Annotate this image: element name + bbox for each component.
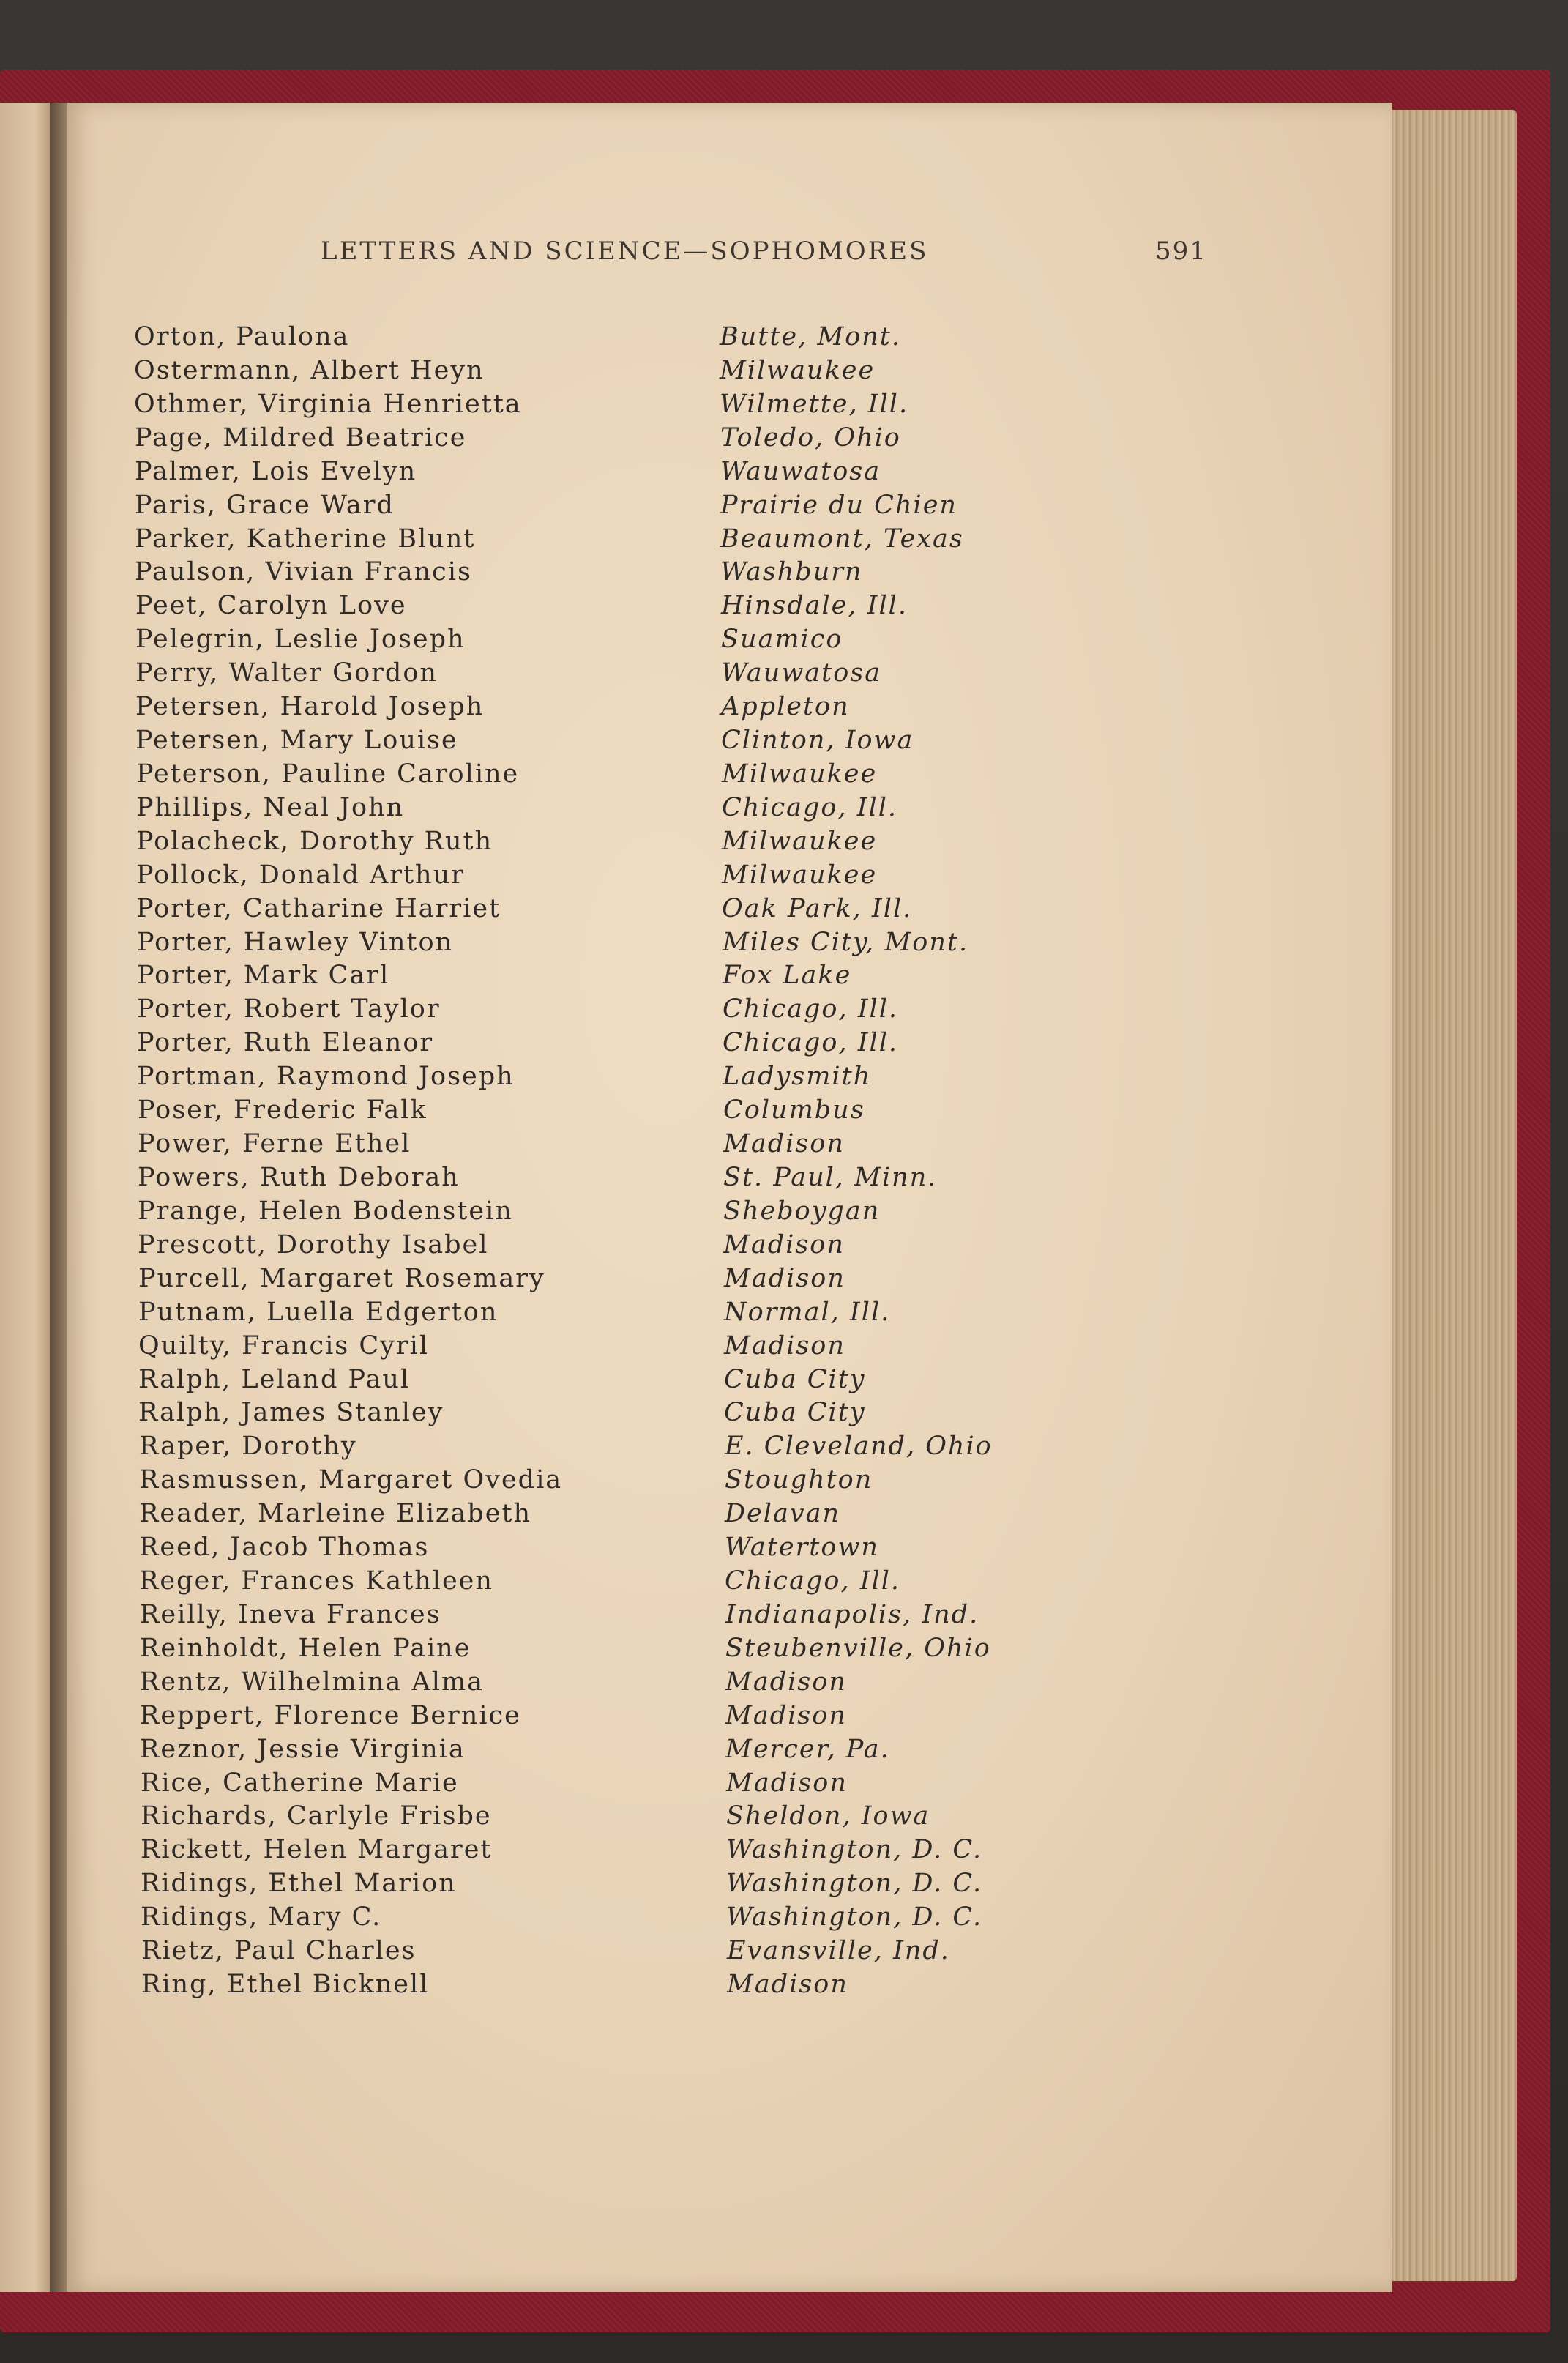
- list-item: [141, 1766, 1092, 1800]
- hometown: Suamico: [721, 625, 843, 654]
- hometown: Sheboygan: [723, 1197, 881, 1226]
- student-name: Othmer, Virginia Henrietta: [134, 390, 522, 419]
- list-item: [137, 1060, 1089, 1093]
- hometown: Washington, D. C.: [726, 1869, 983, 1898]
- list-item: [138, 1194, 1089, 1228]
- student-name: Parker, Katherine Blunt: [135, 524, 476, 554]
- hometown: Madison: [726, 1768, 848, 1798]
- student-name: Polacheck, Dorothy Ruth: [136, 827, 493, 856]
- student-name: Reppert, Florence Bernice: [140, 1701, 521, 1730]
- list-item: [140, 1733, 1091, 1766]
- student-name: Reed, Jacob Thomas: [139, 1533, 430, 1562]
- student-name: Reger, Frances Kathleen: [139, 1566, 493, 1596]
- student-name: Orton, Paulona: [134, 322, 350, 351]
- student-name: Putnam, Luella Edgerton: [138, 1298, 499, 1327]
- list-item: [138, 1127, 1089, 1161]
- hometown: Mercer, Pa.: [725, 1735, 890, 1764]
- list-item: [134, 387, 1086, 421]
- student-name: Poser, Frederic Falk: [138, 1095, 428, 1125]
- hometown: Ladysmith: [723, 1062, 872, 1091]
- hometown: Sheldon, Iowa: [726, 1801, 930, 1831]
- student-name: Porter, Catharine Harriet: [136, 894, 501, 923]
- hometown: Madison: [724, 1264, 845, 1293]
- hometown: Delavan: [725, 1499, 841, 1528]
- hometown: Chicago, Ill.: [725, 1566, 901, 1596]
- list-item: [136, 757, 1088, 791]
- hometown: Toledo, Ohio: [720, 423, 901, 453]
- list-item: [135, 656, 1087, 690]
- student-name: Rasmussen, Margaret Ovedia: [139, 1465, 563, 1495]
- student-name: Raper, Dorothy: [139, 1432, 357, 1461]
- hometown: Evansville, Ind.: [727, 1936, 950, 1965]
- list-item: [134, 320, 1086, 354]
- student-name: Porter, Mark Carl: [137, 961, 390, 990]
- list-item: [138, 1262, 1090, 1295]
- student-name: Ostermann, Albert Heyn: [134, 356, 485, 385]
- student-name: Rietz, Paul Charles: [141, 1936, 417, 1965]
- list-item: [138, 1363, 1090, 1396]
- list-item: [141, 1833, 1092, 1867]
- running-header: [0, 237, 1568, 273]
- hometown: Stoughton: [725, 1465, 873, 1495]
- hometown: E. Cleveland, Ohio: [725, 1432, 993, 1461]
- list-item: [136, 858, 1088, 892]
- hometown: Normal, Ill.: [724, 1298, 891, 1327]
- student-name: Ridings, Ethel Marion: [141, 1869, 457, 1898]
- student-name: Perry, Walter Gordon: [135, 658, 438, 688]
- student-name: Reader, Marleine Elizabeth: [139, 1499, 532, 1528]
- list-item: [135, 589, 1087, 622]
- list-item: [135, 690, 1087, 723]
- student-name: Ridings, Mary C.: [141, 1902, 382, 1932]
- hometown: Madison: [725, 1667, 847, 1697]
- hometown: Hinsdale, Ill.: [721, 591, 908, 620]
- hometown: Cuba City: [724, 1365, 866, 1394]
- student-name: Palmer, Lois Evelyn: [135, 457, 417, 486]
- hometown: Columbus: [723, 1095, 865, 1125]
- student-name: Powers, Ruth Deborah: [138, 1163, 460, 1192]
- student-name: Petersen, Mary Louise: [135, 726, 458, 755]
- list-item: [141, 1934, 1093, 1968]
- hometown: Miles City, Mont.: [723, 928, 969, 957]
- student-name: Richards, Carlyle Frisbe: [141, 1801, 492, 1831]
- student-name: Petersen, Harold Joseph: [135, 692, 485, 721]
- student-name: Prange, Helen Bodenstein: [138, 1197, 513, 1226]
- list-item: [138, 1093, 1089, 1127]
- list-item: [138, 1295, 1090, 1329]
- list-item: [135, 723, 1087, 757]
- hometown: Indianapolis, Ind.: [725, 1600, 979, 1629]
- list-item: [139, 1530, 1091, 1564]
- hometown: Madison: [725, 1701, 847, 1730]
- student-name: Porter, Ruth Eleanor: [137, 1028, 434, 1057]
- student-name: Pelegrin, Leslie Joseph: [135, 625, 466, 654]
- hometown: Madison: [727, 1970, 848, 1999]
- list-item: [138, 1228, 1089, 1262]
- list-item: [135, 455, 1086, 488]
- list-item: [139, 1429, 1091, 1463]
- hometown: Madison: [723, 1129, 845, 1158]
- student-name: Pollock, Donald Arthur: [136, 860, 465, 890]
- hometown: Watertown: [725, 1533, 879, 1562]
- hometown: Madison: [723, 1230, 845, 1259]
- hometown: Prairie du Chien: [720, 491, 957, 520]
- hometown: Madison: [724, 1331, 845, 1361]
- student-name: Purcell, Margaret Rosemary: [138, 1264, 545, 1293]
- list-item: [138, 1161, 1089, 1194]
- list-item: [139, 1497, 1091, 1530]
- hometown: Chicago, Ill.: [722, 793, 898, 822]
- page-stack-edge: [1392, 110, 1517, 2281]
- list-item: [137, 992, 1089, 1026]
- student-name: Phillips, Neal John: [136, 793, 405, 822]
- list-item: [135, 622, 1087, 656]
- hometown: Oak Park, Ill.: [722, 894, 913, 923]
- student-name: Rickett, Helen Margaret: [141, 1835, 493, 1864]
- list-item: [140, 1665, 1091, 1699]
- list-item: [140, 1699, 1091, 1733]
- student-name: Paris, Grace Ward: [135, 491, 395, 520]
- list-item: [141, 1900, 1092, 1934]
- hometown: Wilmette, Ill.: [720, 390, 909, 419]
- student-name: Peterson, Pauline Caroline: [136, 759, 520, 789]
- student-name: Reilly, Ineva Frances: [140, 1600, 441, 1629]
- list-item: [141, 1968, 1093, 2001]
- student-name: Prescott, Dorothy Isabel: [138, 1230, 489, 1259]
- list-item: [137, 959, 1089, 992]
- student-name: Page, Mildred Beatrice: [135, 423, 467, 453]
- list-item: [135, 555, 1086, 589]
- student-name: Power, Ferne Ethel: [138, 1129, 411, 1158]
- page-header-title: LETTERS AND SCIENCE—SOPHOMORES: [321, 237, 929, 266]
- student-name: Porter, Robert Taylor: [137, 994, 441, 1024]
- list-item: [141, 1799, 1092, 1833]
- list-item: [135, 488, 1086, 522]
- hometown: Butte, Mont.: [720, 322, 901, 351]
- hometown: Chicago, Ill.: [723, 994, 899, 1024]
- student-name: Portman, Raymond Joseph: [137, 1062, 515, 1091]
- hometown: St. Paul, Minn.: [723, 1163, 938, 1192]
- hometown: Wauwatosa: [720, 457, 881, 486]
- list-item: [135, 421, 1086, 455]
- student-name: Paulson, Vivian Francis: [135, 557, 472, 587]
- list-item: [136, 825, 1088, 858]
- list-item: [138, 1396, 1090, 1429]
- hometown: Milwaukee: [722, 860, 878, 890]
- student-name: Ring, Ethel Bicknell: [141, 1970, 430, 1999]
- list-item: [137, 1026, 1089, 1060]
- student-name: Reinholdt, Helen Paine: [140, 1634, 471, 1663]
- list-item: [138, 1329, 1090, 1363]
- student-name: Rentz, Wilhelmina Alma: [140, 1667, 484, 1697]
- student-name: Rice, Catherine Marie: [141, 1768, 459, 1798]
- hometown: Milwaukee: [722, 827, 878, 856]
- hometown: Wauwatosa: [721, 658, 882, 688]
- student-name: Porter, Hawley Vinton: [137, 928, 454, 957]
- student-name: Peet, Carolyn Love: [135, 591, 407, 620]
- hometown: Washington, D. C.: [726, 1835, 983, 1864]
- hometown: Beaumont, Texas: [720, 524, 964, 554]
- hometown: Appleton: [721, 692, 850, 721]
- list-item: [139, 1463, 1091, 1497]
- hometown: Cuba City: [724, 1398, 866, 1427]
- hometown: Fox Lake: [723, 961, 852, 990]
- left-page-edge: [0, 103, 50, 2292]
- student-name: Reznor, Jessie Virginia: [140, 1735, 466, 1764]
- list-item: [137, 926, 1089, 959]
- list-item: [135, 522, 1086, 556]
- hometown: Steubenville, Ohio: [725, 1634, 991, 1663]
- student-name: Ralph, Leland Paul: [138, 1365, 411, 1394]
- hometown: Milwaukee: [722, 759, 878, 789]
- page-number: 591: [1155, 237, 1207, 266]
- hometown: Chicago, Ill.: [723, 1028, 899, 1057]
- student-name: Quilty, Francis Cyril: [138, 1331, 430, 1361]
- list-item: [136, 791, 1088, 825]
- list-item: [141, 1867, 1092, 1900]
- hometown: Milwaukee: [720, 356, 876, 385]
- student-name: Ralph, James Stanley: [138, 1398, 444, 1427]
- list-item: [134, 354, 1086, 387]
- list-item: [140, 1631, 1091, 1665]
- list-item: [139, 1564, 1091, 1598]
- list-item: [136, 892, 1088, 926]
- list-item: [140, 1598, 1091, 1631]
- hometown: Clinton, Iowa: [721, 726, 914, 755]
- hometown: Washington, D. C.: [726, 1902, 983, 1932]
- hometown: Washburn: [720, 557, 863, 587]
